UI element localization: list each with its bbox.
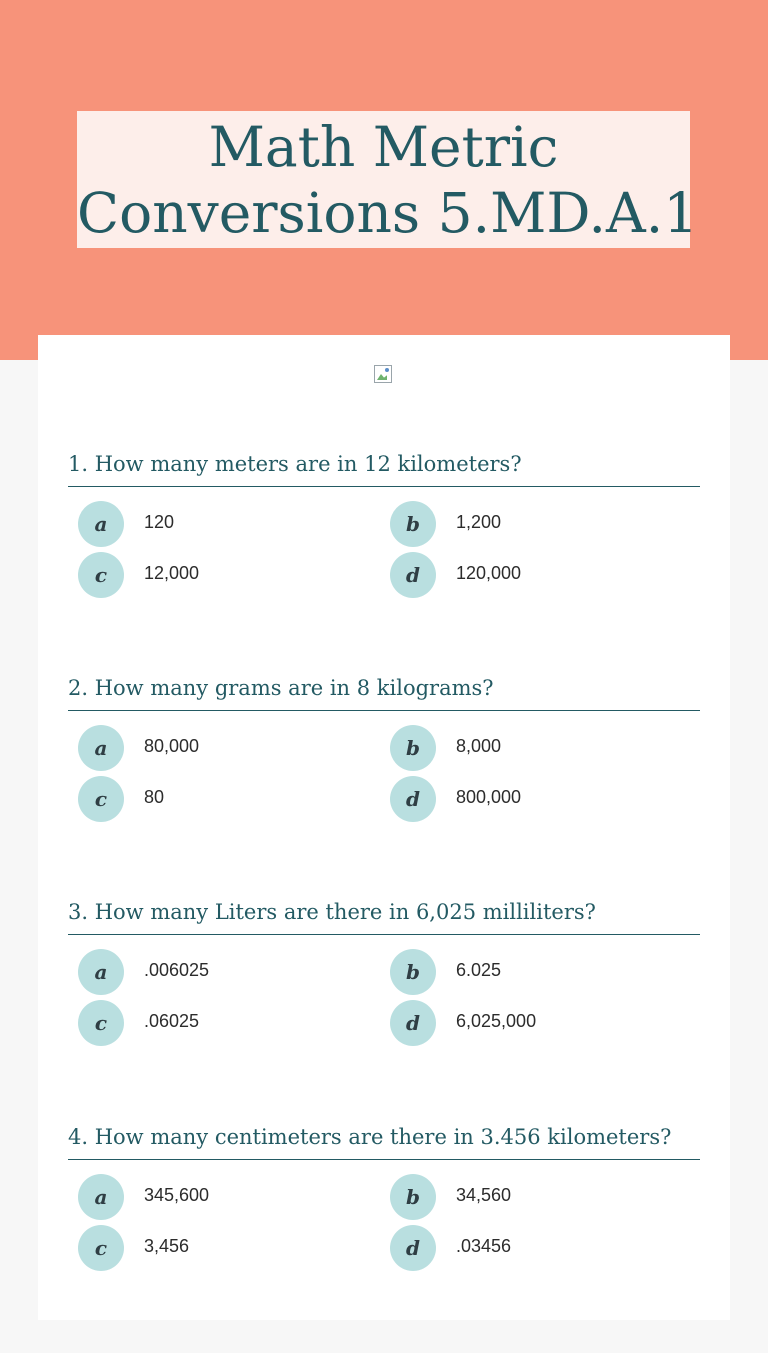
choice-c[interactable] — [68, 552, 368, 598]
choice-d[interactable] — [380, 552, 680, 598]
choice-letter-bubble: c — [78, 552, 124, 598]
choice-letter-bubble: a — [78, 949, 124, 995]
answer-choices — [68, 1174, 700, 1276]
answer-choices — [68, 501, 700, 603]
choice-letter-bubble: c — [78, 1225, 124, 1271]
choice-d[interactable] — [380, 1000, 680, 1046]
choice-value: 345,600 — [144, 1185, 210, 1205]
choice-value: 6.025 — [456, 960, 502, 980]
choice-a[interactable] — [68, 1174, 368, 1220]
choice-value: .06025 — [144, 1011, 200, 1031]
page-title-line-1: Math Metric — [208, 115, 559, 179]
choice-letter-bubble: d — [390, 1000, 436, 1046]
question-text: 4. How many centimeters are there in 3.456 kilometers? — [68, 1123, 700, 1160]
answer-choices — [68, 725, 700, 827]
choice-c[interactable] — [68, 1225, 368, 1271]
choice-value: 80,000 — [144, 736, 200, 756]
question-text: 1. How many meters are in 12 kilometers? — [68, 450, 700, 487]
choice-value: 120,000 — [456, 563, 522, 583]
choice-value: .006025 — [144, 960, 210, 980]
page-title-line-2: Conversions 5.MD.A.1 — [77, 181, 699, 245]
question-text: 3. How many Liters are there in 6,025 milliliters? — [68, 898, 700, 935]
broken-image-icon — [374, 365, 392, 383]
choice-a[interactable] — [68, 949, 368, 995]
choice-a[interactable] — [68, 501, 368, 547]
worksheet-card — [38, 335, 730, 1320]
choice-c[interactable] — [68, 776, 368, 822]
choice-b[interactable] — [380, 949, 680, 995]
choice-value: 1,200 — [456, 512, 502, 532]
choice-letter-bubble: c — [78, 776, 124, 822]
choice-letter-bubble: b — [390, 725, 436, 771]
choice-value: 34,560 — [456, 1185, 512, 1205]
choice-letter-bubble: d — [390, 552, 436, 598]
choice-letter-bubble: d — [390, 776, 436, 822]
question-3 — [68, 898, 700, 1051]
choice-d[interactable] — [380, 776, 680, 822]
choice-value: 3,456 — [144, 1236, 190, 1256]
choice-value: .03456 — [456, 1236, 512, 1256]
choice-letter-bubble: a — [78, 501, 124, 547]
choice-letter-bubble: a — [78, 725, 124, 771]
choice-value: 800,000 — [456, 787, 522, 807]
choice-value: 120 — [144, 512, 175, 532]
choice-value: 80 — [144, 787, 165, 807]
choice-letter-bubble: b — [390, 501, 436, 547]
choice-value: 12,000 — [144, 563, 200, 583]
choice-d[interactable] — [380, 1225, 680, 1271]
page-title — [77, 111, 699, 248]
choice-a[interactable] — [68, 725, 368, 771]
answer-choices — [68, 949, 700, 1051]
question-1 — [68, 450, 700, 603]
choice-value: 8,000 — [456, 736, 502, 756]
choice-b[interactable] — [380, 501, 680, 547]
choice-letter-bubble: d — [390, 1225, 436, 1271]
choice-b[interactable] — [380, 1174, 680, 1220]
question-text: 2. How many grams are in 8 kilograms? — [68, 674, 700, 711]
choice-letter-bubble: c — [78, 1000, 124, 1046]
choice-letter-bubble: a — [78, 1174, 124, 1220]
question-4 — [68, 1123, 700, 1276]
choice-letter-bubble: b — [390, 1174, 436, 1220]
question-2 — [68, 674, 700, 827]
choice-b[interactable] — [380, 725, 680, 771]
choice-c[interactable] — [68, 1000, 368, 1046]
choice-value: 6,025,000 — [456, 1011, 537, 1031]
choice-letter-bubble: b — [390, 949, 436, 995]
